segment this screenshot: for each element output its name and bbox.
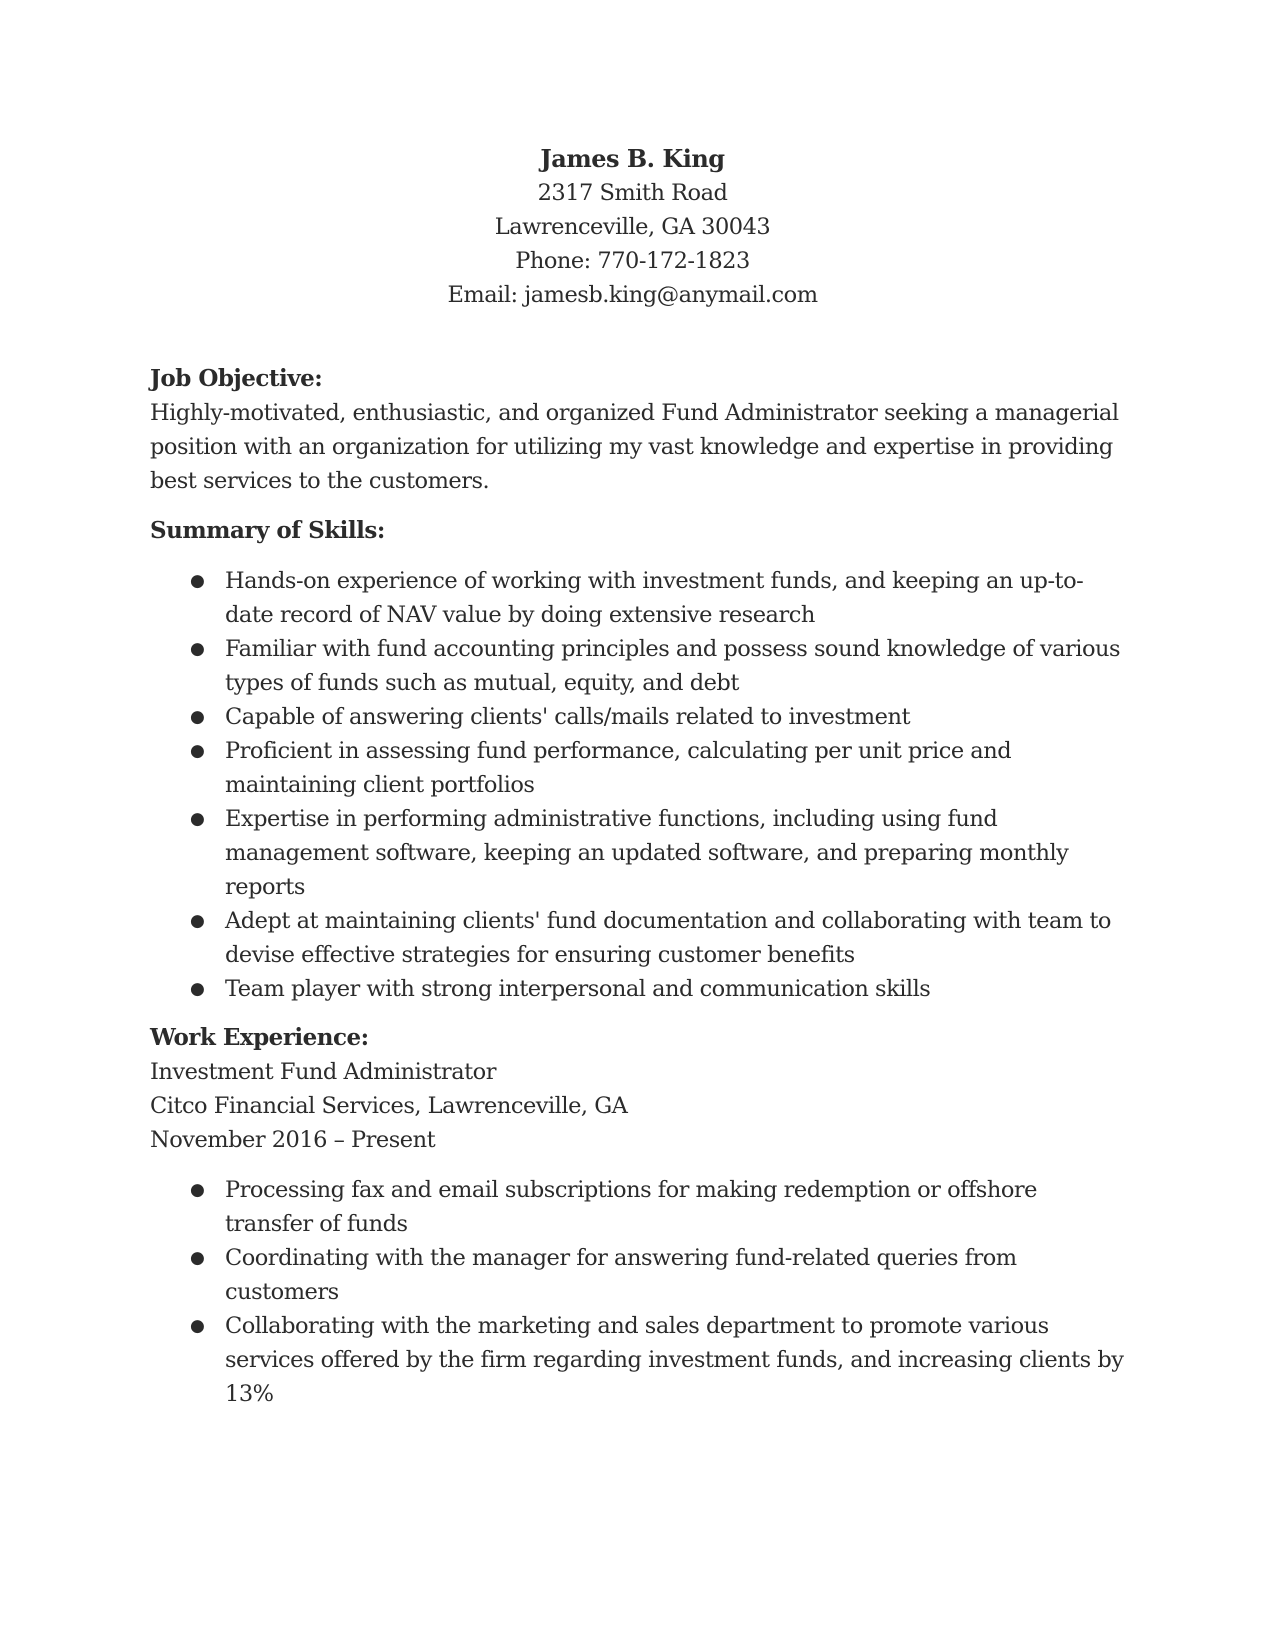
bullet-icon: ●: [190, 1316, 205, 1336]
skill-text: Capable of answering clients' calls/mails related to investment: [225, 704, 910, 730]
skill-text: Hands-on experience of working with investment funds, and keeping an up-to-date record of NAV value by doing extensive research: [225, 568, 1084, 628]
list-item: [150, 1241, 1125, 1309]
bullet-icon: ●: [190, 1180, 205, 1200]
skill-text: Proficient in assessing fund performance, calculating per unit price and maintaining client portfolios: [225, 738, 1012, 798]
list-item: [150, 734, 1125, 802]
bullet-icon: ●: [190, 911, 205, 931]
candidate-name: James B. King: [540, 144, 725, 173]
resume-page: [150, 142, 1125, 1411]
address-line-1: 2317 Smith Road: [537, 180, 728, 206]
duty-text: Coordinating with the manager for answering fund-related queries from customers: [225, 1245, 1017, 1305]
skill-text: Adept at maintaining clients' fund documentation and collaborating with team to devise effective strategies for ensuring customer benefits: [225, 908, 1111, 968]
employment-dates: November 2016 – Present: [150, 1127, 436, 1153]
skill-text: Team player with strong interpersonal and communication skills: [225, 976, 931, 1002]
address-line-2: Lawrenceville, GA 30043: [494, 214, 771, 240]
objective-heading: Job Objective:: [150, 365, 323, 392]
contact-header: [140, 142, 1125, 312]
list-item: [150, 1173, 1125, 1241]
objective-text: Highly-motivated, enthusiastic, and organized Fund Administrator seeking a managerial position with an organization for utilizing my vast knowledge and expertise in providing best services to the customers.: [150, 400, 1119, 494]
skill-text: Expertise in performing administrative functions, including using fund management software, keeping an updated software, and preparing monthly reports: [225, 806, 1069, 900]
list-item: [150, 564, 1125, 632]
bullet-icon: ●: [190, 809, 205, 829]
work-heading: Work Experience:: [150, 1024, 369, 1051]
bullet-icon: ●: [190, 979, 205, 999]
skills-list: [150, 564, 1125, 1006]
list-item: [150, 802, 1125, 904]
bullet-icon: ●: [190, 639, 205, 659]
work-duties-list: [150, 1173, 1125, 1411]
bullet-icon: ●: [190, 741, 205, 761]
list-item: [150, 972, 1125, 1006]
skill-text: Familiar with fund accounting principles and possess sound knowledge of various types of funds such as mutual, equity, and debt: [225, 636, 1121, 696]
company-line: Citco Financial Services, Lawrenceville, GA: [150, 1093, 628, 1119]
list-item: [150, 700, 1125, 734]
job-title: Investment Fund Administrator: [150, 1059, 496, 1085]
duty-text: Processing fax and email subscriptions for making redemption or offshore transfer of funds: [225, 1177, 1037, 1237]
duty-text: Collaborating with the marketing and sales department to promote various services offered by the firm regarding investment funds, and increasing clients by 13%: [225, 1313, 1124, 1407]
skills-heading: Summary of Skills:: [150, 517, 385, 544]
bullet-icon: ●: [190, 707, 205, 727]
list-item: [150, 1309, 1125, 1411]
phone-line: Phone: 770-172-1823: [515, 248, 750, 274]
email-line: Email: jamesb.king@anymail.com: [447, 282, 818, 308]
list-item: [150, 632, 1125, 700]
bullet-icon: ●: [190, 571, 205, 591]
list-item: [150, 904, 1125, 972]
bullet-icon: ●: [190, 1248, 205, 1268]
